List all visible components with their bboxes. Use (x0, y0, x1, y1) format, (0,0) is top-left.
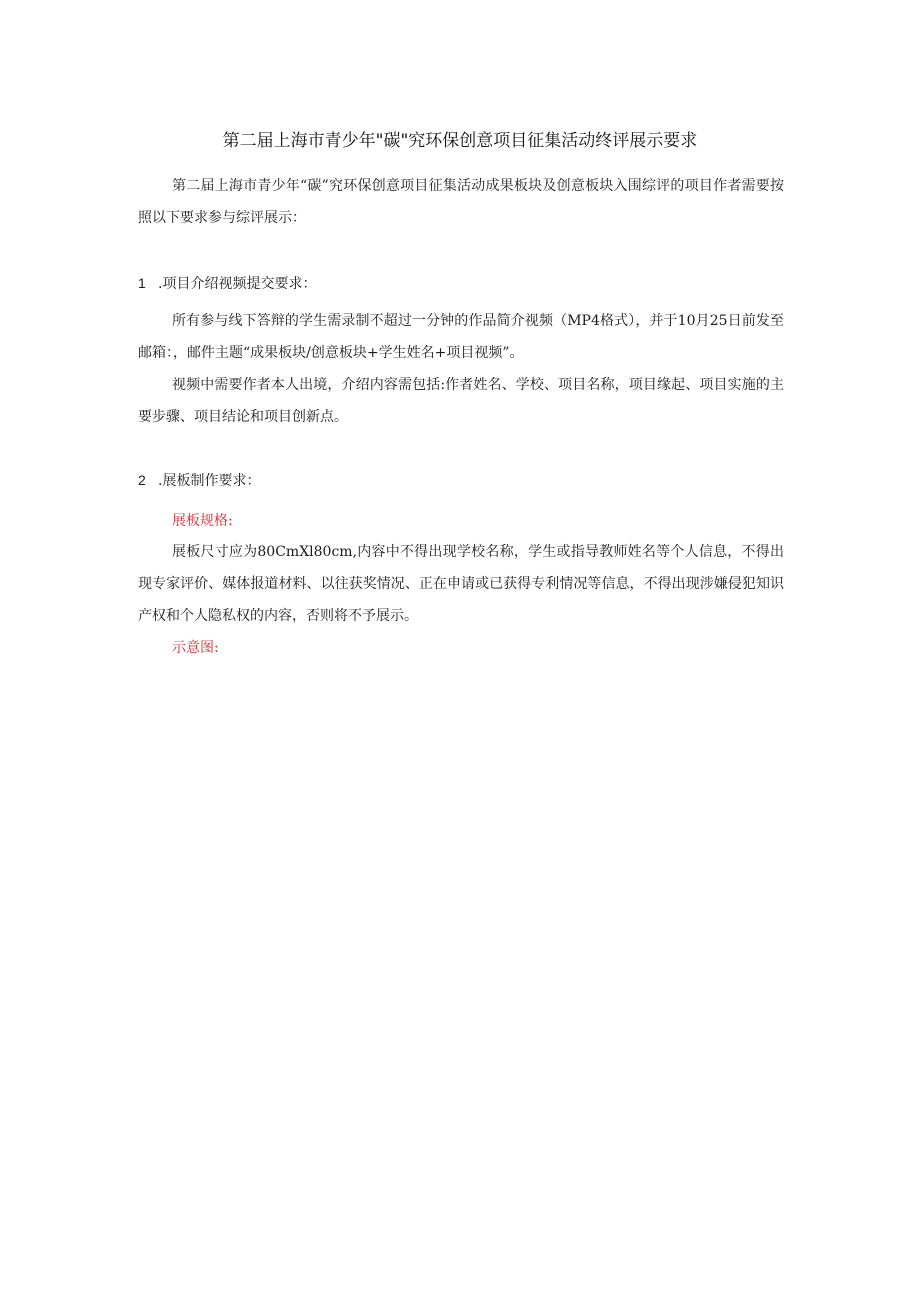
section-1-heading-text: .项目介绍视频提交要求： (158, 276, 317, 292)
section-2-heading-text: .展板制作要求： (158, 473, 261, 489)
section-2-heading (138, 468, 784, 493)
intro-paragraph: 第二届上海市青少年“碳”究环保创意项目征集活动成果板块及创意板块入围综评的项目作者需要按照以下要求参与综评展示： (138, 178, 784, 226)
document-title: 第二届上海市青少年"碳"究环保创意项目征集活动终评展示要求 (222, 131, 698, 151)
board-spec-paragraph: 展板尺寸应为80CmXl80cm,内容中不得出现学校名称，学生或指导教师姓名等个人信息，不得出现专家评价、媒体报道材料、以往获奖情况、正在申请或已获得专利情况等信息，不得出现涉嫌侵犯知识产权和个人隐私权的内容，否则将不予展示。 (138, 544, 784, 624)
board-spec-label: 展板规格: (172, 513, 233, 529)
section-1-paragraph-video-content: 视频中需要作者本人出境，介绍内容需包括:作者姓名、学校、项目名称，项目缘起、项目实施的主要步骤、项目结论和项目创新点。 (138, 377, 784, 425)
section-2-number: 2 (138, 472, 146, 488)
section-1-heading (138, 271, 784, 296)
section-1-paragraph-video-submission: 所有参与线下答辩的学生需录制不超过一分钟的作品简介视频（MP4格式），并于10月25日前发至邮箱：，邮件主题“成果板块/创意板块+学生姓名+项目视频”。 (138, 313, 784, 361)
section-1-number: 1 (138, 275, 146, 291)
diagram-label: 示意图: (172, 640, 219, 656)
